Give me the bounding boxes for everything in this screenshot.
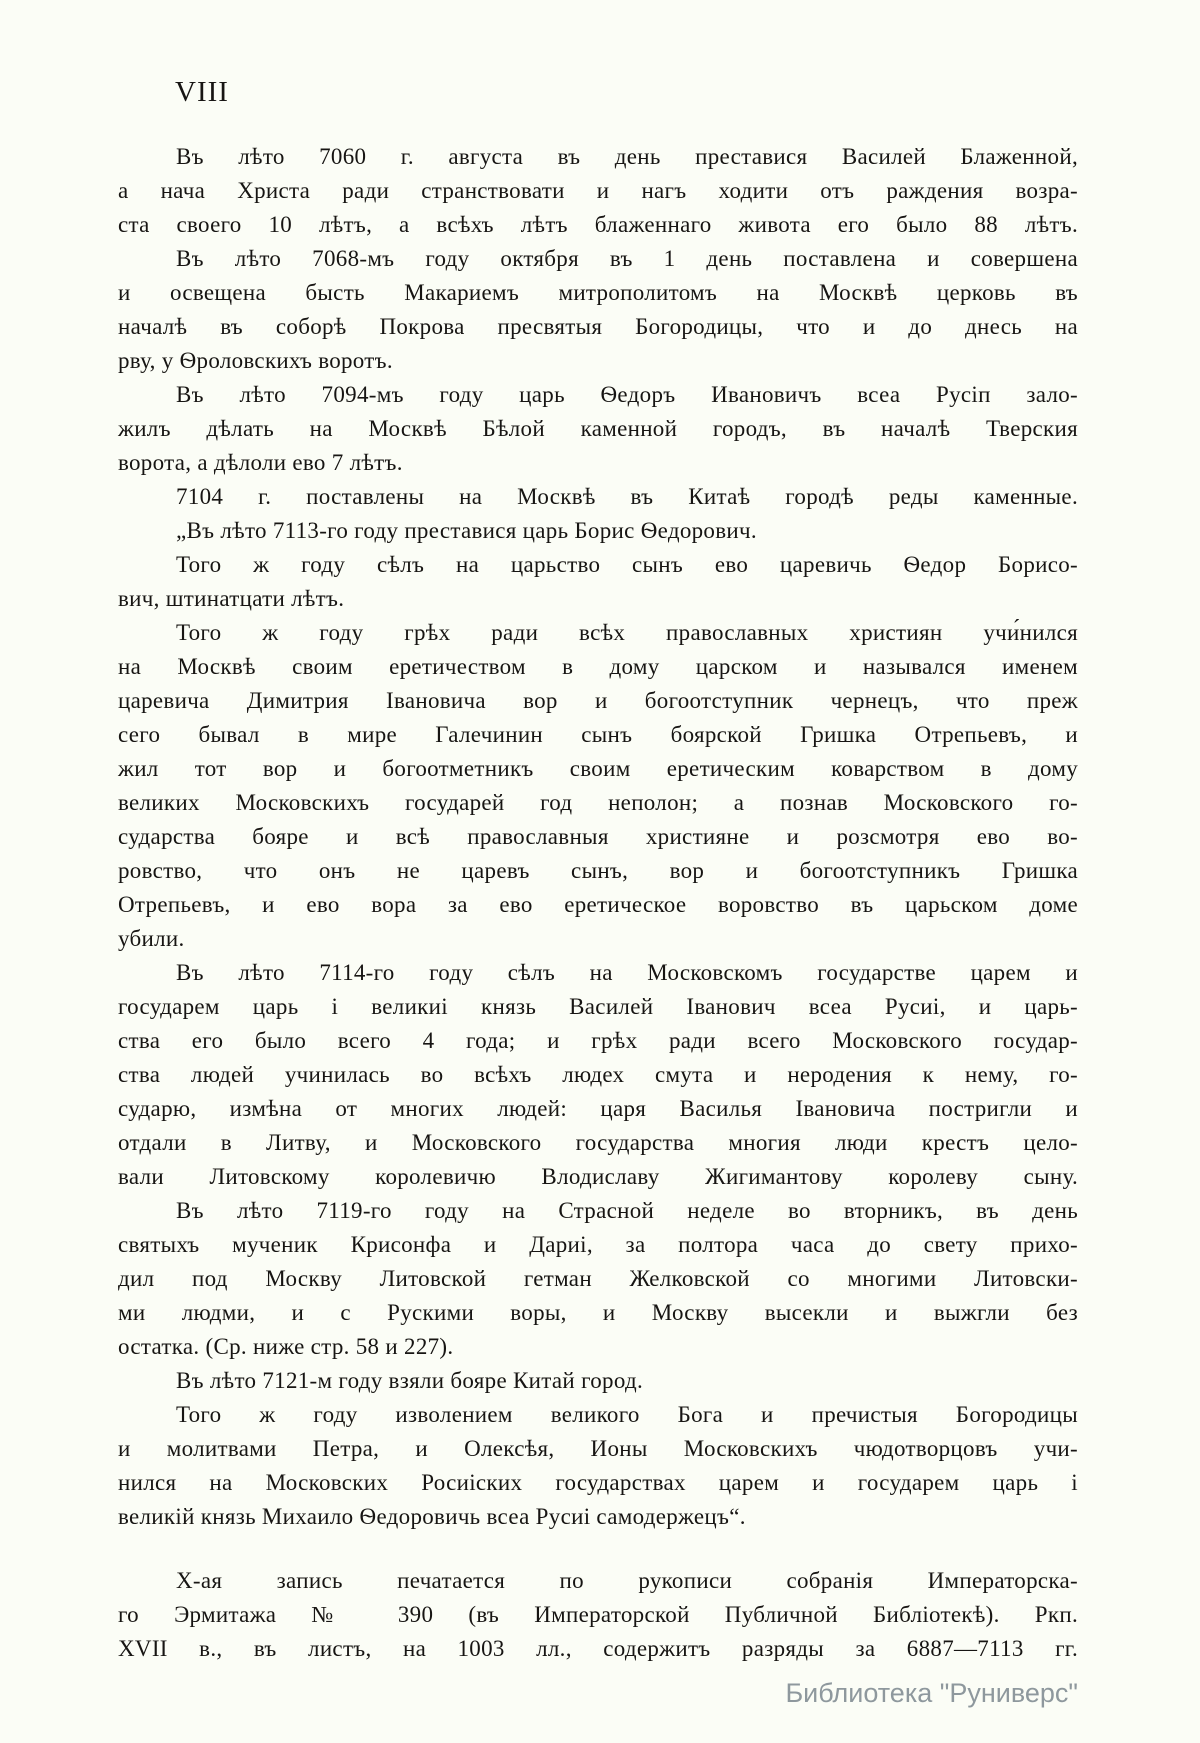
text-line: вали Литовскому королевичю Влодиславу Жигимантову королеву сыну. — [118, 1164, 1078, 1189]
text-paragraph — [118, 242, 1078, 378]
text-line: Въ лѣто 7119-го году на Страсной неделе во вторникъ, въ день — [176, 1198, 1078, 1223]
text-paragraph — [118, 1364, 1078, 1398]
text-line: ства его было всего 4 года; и грѣх ради всего Московского государ- — [118, 1028, 1078, 1053]
text-line: Въ лѣто 7114-го году сѣлъ на Московскомъ государстве царем и — [176, 960, 1078, 985]
text-line: государем царь і великиі князь Василей Іванович всеа Русиі, и царь- — [118, 994, 1078, 1019]
text-paragraph — [118, 1194, 1078, 1364]
text-line: „Въ лѣто 7113-го году преставися царь Борис Ѳедорович. — [176, 518, 757, 543]
text-line: великій князь Михаило Ѳедоровичь всеа Русиі самодержецъ“. — [118, 1504, 746, 1529]
page-text — [118, 140, 1078, 1666]
text-line: жил тот вор и богоотметникъ своим еретическим коварством в дому — [118, 756, 1078, 781]
text-line: остатка. (Ср. ниже стр. 58 и 227). — [118, 1334, 454, 1359]
page-number: VIII — [175, 76, 229, 108]
text-line: сударю, измѣна от многих людей: царя Василья Івановича постригли и — [118, 1096, 1078, 1121]
text-line: XVII в., въ листъ, на 1003 лл., содержитъ разряды за 6887—7113 гг. — [118, 1636, 1078, 1661]
text-line: а нача Христа ради странствовати и нагъ ходити отъ раждения возра- — [118, 178, 1078, 203]
text-line: ми людми, и с Рускими воры, и Москву высекли и выжгли без — [118, 1300, 1078, 1325]
text-line: Того ж году сѣлъ на царьство сынъ ево царевичь Ѳедор Борисо- — [176, 552, 1078, 577]
text-line: Отрепьевъ, и ево вора за ево еретическое воровство въ царьском доме — [118, 892, 1078, 917]
text-line: отдали в Литву, и Московского государства многия люди крестъ цело- — [118, 1130, 1078, 1155]
text-line: царевича Димитрия Івановича вор и богоотступник чернецъ, что преж — [118, 688, 1078, 713]
text-line: началѣ въ соборѣ Покрова пресвятыя Богородицы, что и до днесь на — [118, 314, 1078, 339]
text-line: убили. — [118, 926, 185, 951]
text-line: святыхъ мученик Крисонфа и Дариі, за полтора часа до свету прихо- — [118, 1232, 1078, 1257]
footnote-paragraph — [118, 1564, 1078, 1666]
text-line: рву, у Ѳроловскихъ воротъ. — [118, 348, 393, 373]
text-paragraph — [118, 378, 1078, 480]
text-line: Того ж году грѣх ради всѣх православных християн учи́нился — [176, 620, 1078, 645]
text-line: дил под Москву Литовской гетман Желковской со многими Литовски- — [118, 1266, 1078, 1291]
text-line: Х-ая запись печатается по рукописи собранія Императорска- — [176, 1568, 1078, 1593]
text-line: ства людей учинилась во всѣхъ людех смута и неродения к нему, го- — [118, 1062, 1078, 1087]
text-line: на Москвѣ своим еретичеством в дому царском и назывался именем — [118, 654, 1078, 679]
text-line: Въ лѣто 7121-м году взяли бояре Китай город. — [176, 1368, 644, 1393]
text-paragraph — [118, 140, 1078, 242]
text-paragraph — [118, 616, 1078, 956]
text-line: Въ лѣто 7094-мъ году царь Ѳедоръ Ивановичъ всеа Русіп зало- — [176, 382, 1078, 407]
text-line: ста своего 10 лѣтъ, а всѣхъ лѣтъ блаженнаго живота его было 88 лѣтъ. — [118, 212, 1078, 237]
text-line: сего бывал в мире Галечинин сынъ боярской Гришка Отрепьевъ, и — [118, 722, 1078, 747]
text-line: сударства бояре и всѣ православныя християне и розсмотря ево во- — [118, 824, 1078, 849]
text-line: и молитвами Петра, и Олексѣя, Ионы Московскихъ чюдотворцовъ учи- — [118, 1436, 1078, 1461]
text-line: вич, штинатцати лѣтъ. — [118, 586, 345, 611]
text-line: го Эрмитажа № 390 (въ Императорской Публичной Библіотекѣ). Ркп. — [118, 1602, 1078, 1627]
text-paragraph — [118, 1398, 1078, 1534]
text-line: Того ж году изволением великого Бога и пречистыя Богородицы — [176, 1402, 1078, 1427]
text-line: нился на Московских Росиіских государствах царем и государем царь і — [118, 1470, 1078, 1495]
text-line: ровство, что онъ не царевъ сынъ, вор и богоотступникъ Гришка — [118, 858, 1078, 883]
text-line: великих Московскихъ государей год неполон; а познав Московского го- — [118, 790, 1078, 815]
library-watermark: Библиотека "Руниверс" — [785, 1678, 1078, 1708]
text-line: Въ лѣто 7068-мъ году октября въ 1 день поставлена и совершена — [176, 246, 1078, 271]
text-line: жилъ дѣлать на Москвѣ Бѣлой каменной городъ, въ началѣ Тверския — [118, 416, 1078, 441]
text-paragraph — [118, 514, 1078, 548]
text-line: и освещена бысть Макариемъ митрополитомъ на Москвѣ церковь въ — [118, 280, 1078, 305]
text-line: ворота, а дѣлоли ево 7 лѣтъ. — [118, 450, 403, 475]
text-line: 7104 г. поставлены на Москвѣ въ Китаѣ городѣ реды каменные. — [176, 484, 1078, 509]
text-paragraph — [118, 548, 1078, 616]
text-paragraph — [118, 480, 1078, 514]
text-line: Въ лѣто 7060 г. августа въ день преставися Василей Блаженной, — [176, 144, 1078, 169]
text-paragraph — [118, 956, 1078, 1194]
